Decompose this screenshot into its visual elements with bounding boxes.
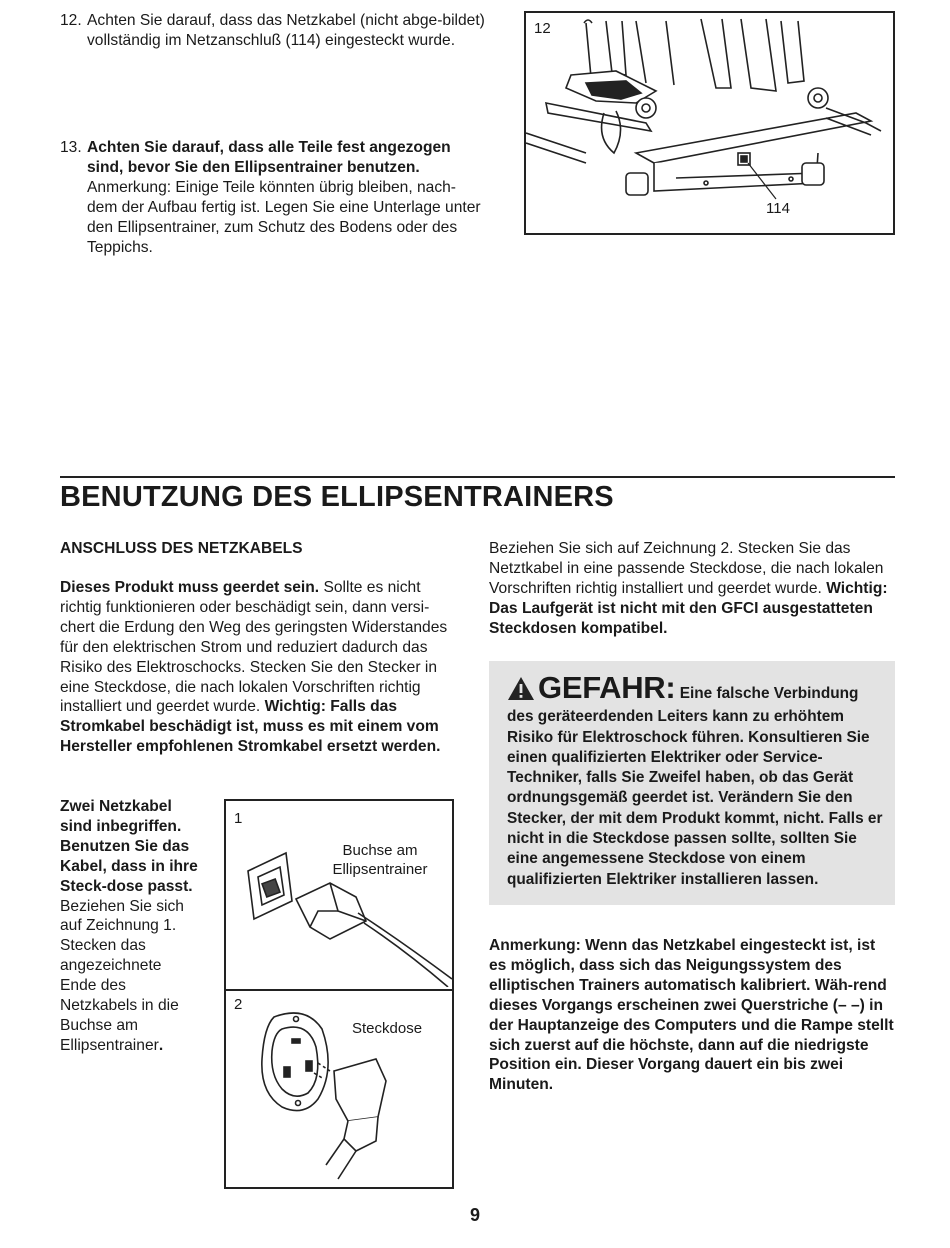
step-12 — [60, 11, 485, 51]
step-13-bold: Achten Sie darauf, dass alle Teile fest angezogen sind, bevor Sie den Ellipsentrainer benutzen. — [87, 139, 451, 176]
elliptical-base-illustration — [526, 13, 893, 233]
figures-1-2 — [224, 799, 454, 1189]
two-cords-bold: Zwei Netzkabel sind inbegriffen. Benutzen Sie das Kabel, dass in ihre Steck-dose passt. — [60, 798, 198, 895]
danger-heading: GEFAHR: — [538, 670, 676, 705]
gfci-warning: Wichtig: Das Laufgerät ist nicht mit den GFCI ausgestatteten Steckdosen kompatibel. — [489, 579, 888, 637]
diagram2-text: Beziehen Sie sich auf Zeichnung 2. Stecken Sie das Netztkabel in eine passende Steckdose, die nach lokalen Vorschriften richtig installiert und geerdet wurde. — [489, 540, 884, 597]
part-callout: 114 — [766, 200, 790, 217]
danger-box — [489, 661, 895, 905]
step-text — [87, 138, 485, 258]
grounding-important: Wichtig: Falls das Stromkabel beschädigt ist, muss es mit einem vom Hersteller empfohlenen Stromkabel ersetzt werden. — [60, 698, 441, 756]
appliance-socket-illustration — [226, 801, 452, 987]
step-number: 12. — [60, 12, 82, 29]
page-number: 9 — [469, 1205, 480, 1225]
warning-triangle-icon — [507, 676, 535, 707]
diagram2-paragraph — [489, 539, 895, 639]
two-cords-text: Beziehen Sie sich auf Zeichnung 1. Stecken das angezeichnete Ende des Netzkabels in die Buchse am Ellipsentrainer — [60, 897, 184, 1054]
step-13-text: Anmerkung: Einige Teile könnten übrig bleiben, nach-dem der Aufbau fertig ist. Legen Sie eine Unterlage unter den Ellipsentrainer, zum Schutz des Bodens oder des Teppichs. — [87, 179, 481, 256]
calibration-note — [489, 936, 895, 1095]
step-13 — [60, 138, 485, 258]
step-number: 13. — [60, 139, 82, 156]
subheading-text: ANSCHLUSS DES NETZKABELS — [60, 540, 303, 557]
grounding-bold: Dieses Produkt muss geerdet sein. — [60, 579, 320, 596]
subheading — [60, 539, 303, 559]
calibration-note-text: Anmerkung: Wenn das Netzkabel eingesteckt ist, ist es möglich, dass sich das Neigungssystem des elliptischen Trainers automatisch kalibriert. Wäh-rend dieses Vorgangs erscheinen zwei Querstriche (– –) in der Hauptanzeige des Computers und die Rampe stellt sich zuerst auf die höchste, dann auf die niedrigste Position ein. Dieser Vorgang dauert ein bis zwei Minuten. — [489, 937, 894, 1094]
figure-2-number: 2 — [234, 996, 243, 1013]
figure-number: 12 — [534, 20, 551, 37]
figure-1-number: 1 — [234, 810, 243, 827]
section-title: BENUTZUNG DES ELLIPSENTRAINERS — [60, 481, 614, 513]
section-divider — [60, 476, 895, 478]
wall-outlet-illustration — [226, 989, 452, 1189]
step-text — [87, 11, 485, 51]
danger-text: Eine falsche Verbindung des geräteerdenden Leiters kann zu erhöhtem Risiko für Elektroschock führen. Konsultieren Sie einen qualifizierten Elektriker oder Service-Techniker, falls Sie Zweifel haben, ob das Gerät ordnungsgemäß geerdet ist. Verändern Sie den Stecker, der mit dem Produkt kommt, nicht. Falls er nicht in die Steckdose passen sollte, sollten Sie eine angemessene Steckdose von einem qualifizierten Elektriker installieren lassen. — [507, 685, 883, 888]
figure-12 — [524, 11, 895, 235]
figure-2-label: Steckdose — [352, 1020, 423, 1037]
figure-1-label: Buchse am Ellipsentrainer — [332, 842, 428, 878]
grounding-text: Sollte es nicht richtig funktionieren oder beschädigt sein, dann versi-chert die Erdung den Weg des geringsten Widerstandes für den elektrischen Strom und reduziert dadurch das Risiko des Elektroschocks. Stecken Sie den Stecker in eine Steckdose, die nach lokalen Vorschriften richtig installiert und geerdet wurde. — [60, 579, 448, 716]
step-12-text: Achten Sie darauf, dass das Netzkabel (nicht abge-bildet) vollständig im Netzanschluß (114) eingesteckt wurde. — [87, 12, 485, 49]
two-cords-period: . — [158, 1036, 164, 1054]
two-cords-paragraph — [60, 797, 200, 1056]
grounding-paragraph — [60, 578, 455, 757]
